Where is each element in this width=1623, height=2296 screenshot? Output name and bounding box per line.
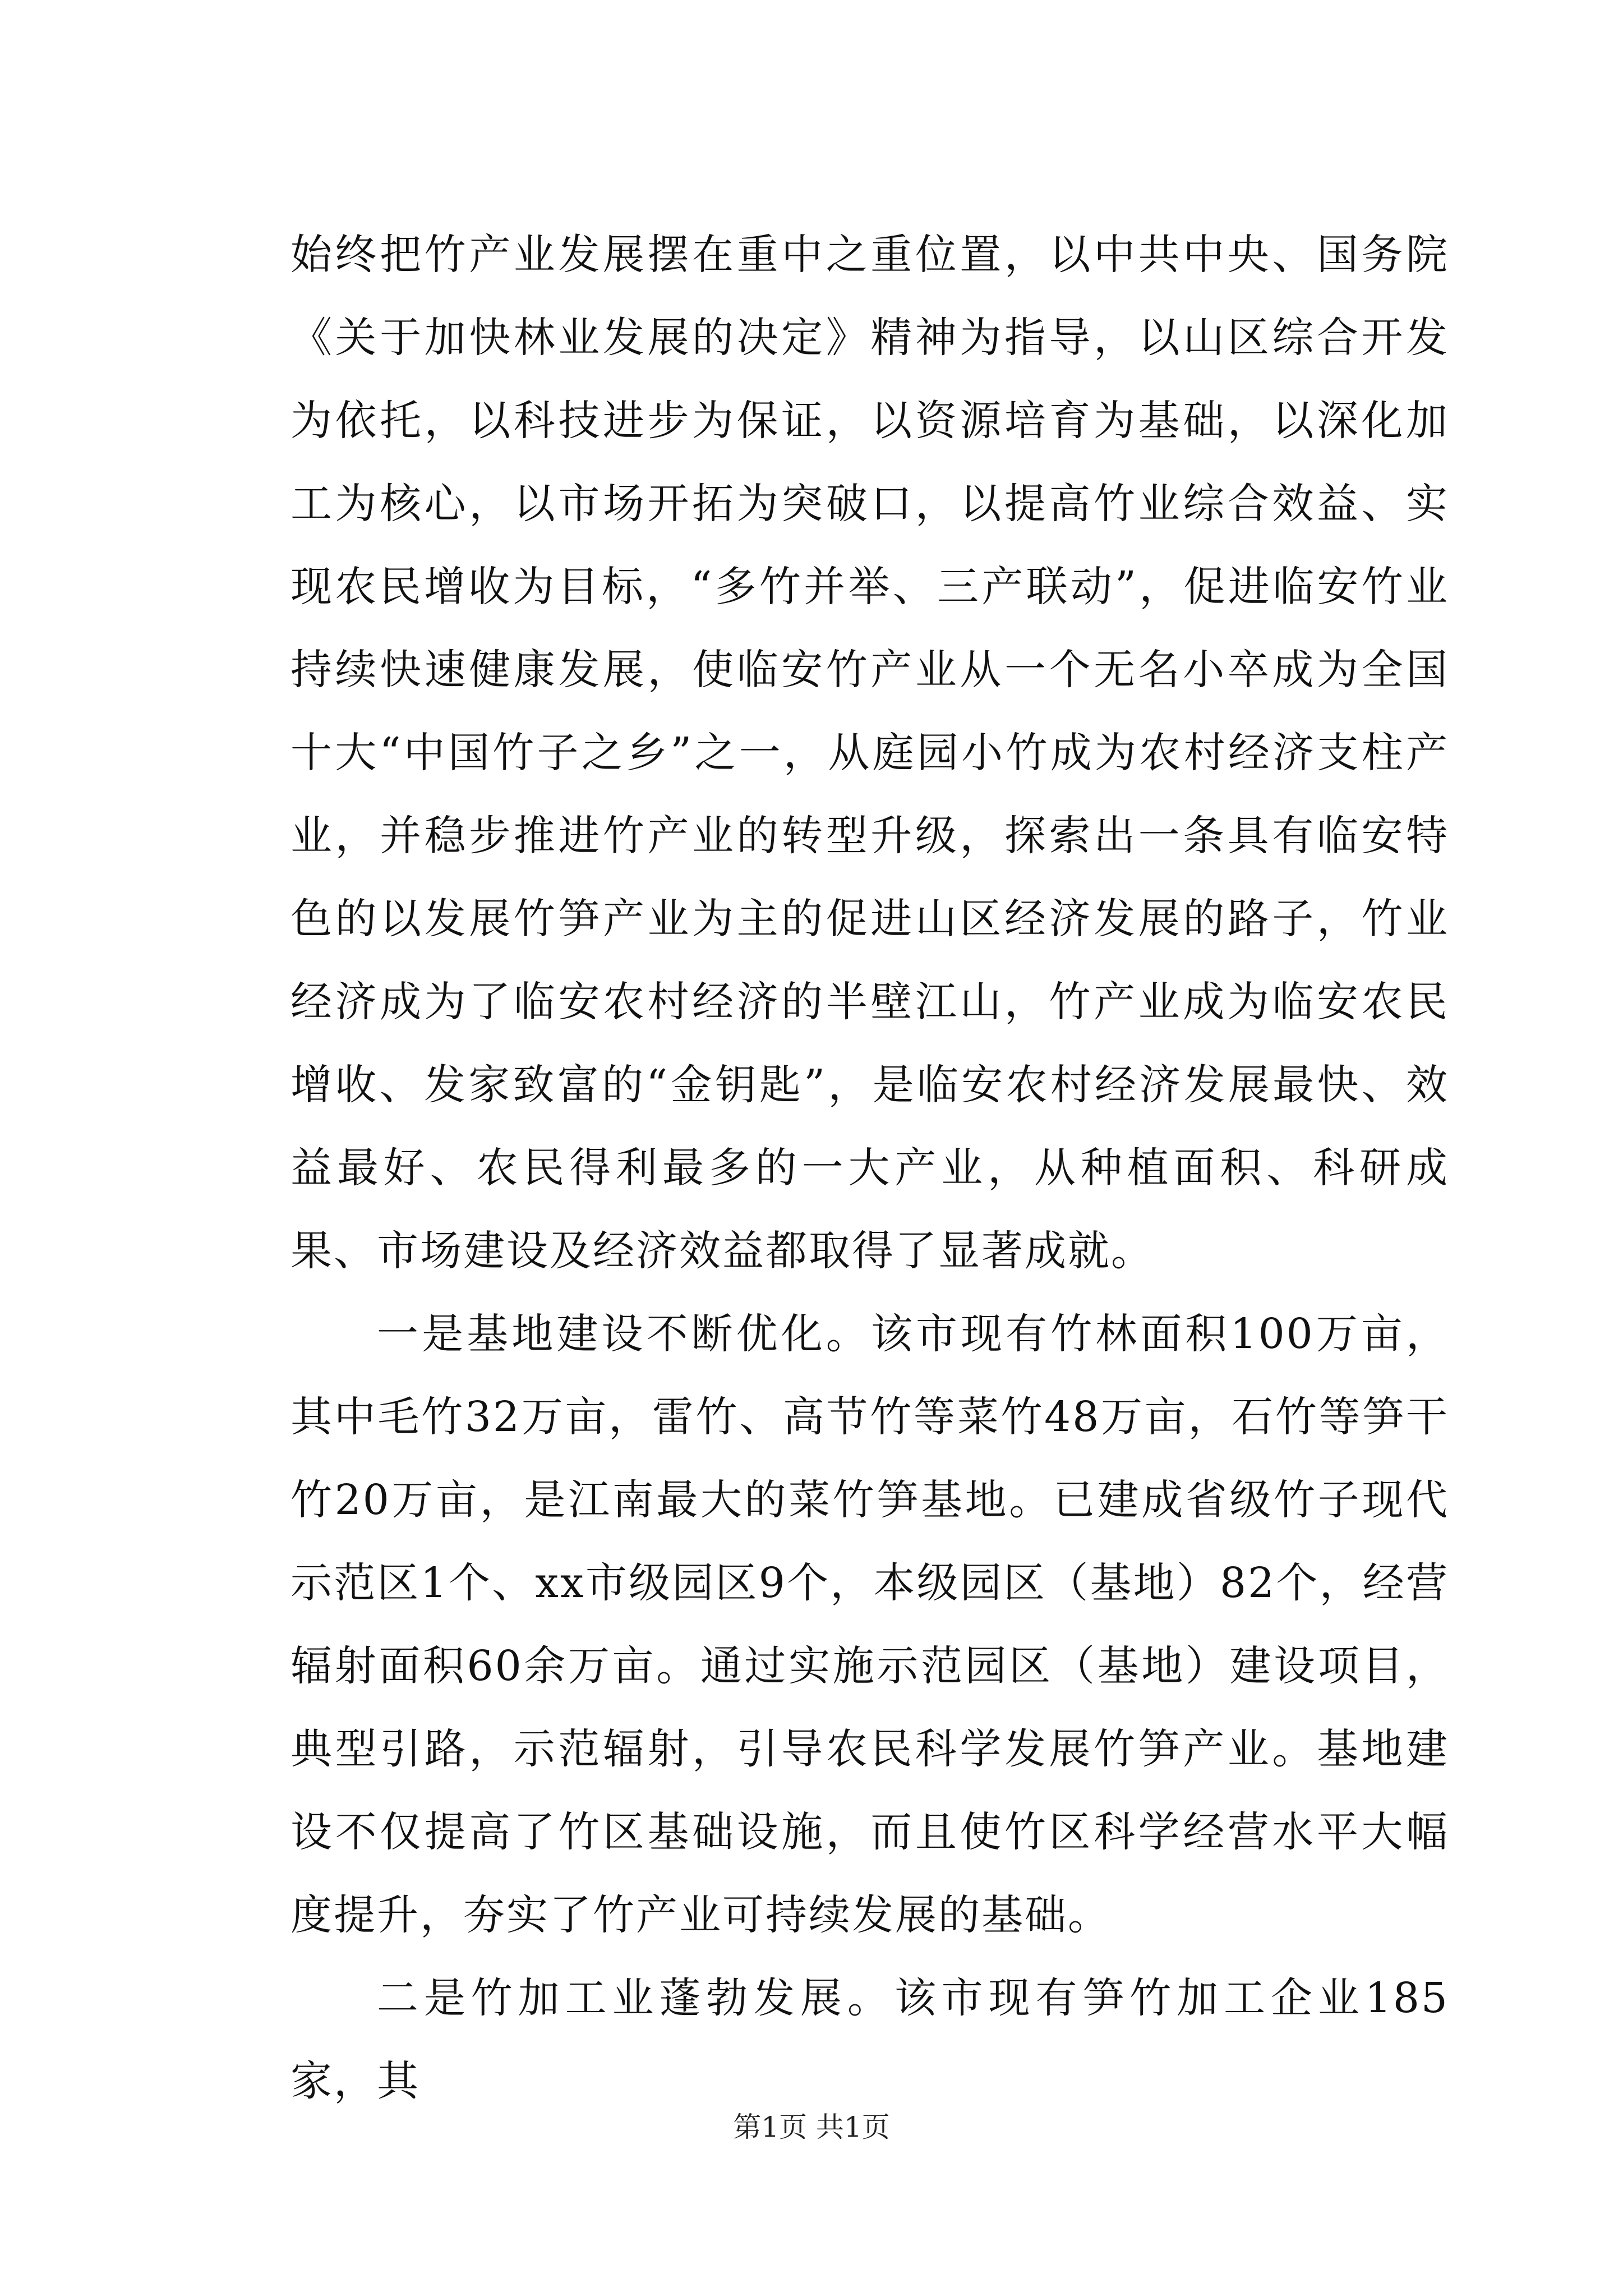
paragraph-base-construction: 一是基地建设不断优化。该市现有竹林面积100万亩，其中毛竹32万亩，雷竹、高节竹等菜竹48万亩，石竹等笋干竹20万亩，是江南最大的菜竹笋基地。已建成省级竹子现代示范区1个、xx市级园区9个，本级园区（基地）82个，经营辐射面积60余万亩。通过实施示范园区（基地）建设项目，典型引路，示范辐射，引导农民科学发展竹笋产业。基地建设不仅提高了竹区基础设施，而且使竹区科学经营水平大幅度提升，夯实了竹产业可持续发展的基础。 <box>291 1310 1449 1939</box>
paragraph-intro: 始终把竹产业发展摆在重中之重位置，以中共中央、国务院《关于加快林业发展的决定》精神为指导，以山区综合开发为依托，以科技进步为保证，以资源培育为基础，以深化加工为核心，以市场开拓为突破口，以提高竹业综合效益、实现农民增收为目标，“多竹并举、三产联动”，促进临安竹业持续快速健康发展，使临安竹产业从一个无名小卒成为全国十大“中国竹子之乡”之一，从庭园小竹成为农村经济支柱产业，并稳步推进竹产业的转型升级，探索出一条具有临安特色的以发展竹笋产业为主的促进山区经济发展的路子，竹业经济成为了临安农村经济的半壁江山，竹产业成为临安农民增收、发家致富的“金钥匙”，是临安农村经济发展最快、效益最好、农民得利最多的一大产业，从种植面积、科研成果、市场建设及经济效益都取得了显著成就。 <box>291 231 1449 1275</box>
page-footer: 第1页 共1页 <box>733 2111 890 2143</box>
paragraph-processing-industry: 二是竹加工业蓬勃发展。该市现有笋竹加工企业185家，其 <box>291 1974 1449 2105</box>
document-body <box>291 213 1449 2123</box>
